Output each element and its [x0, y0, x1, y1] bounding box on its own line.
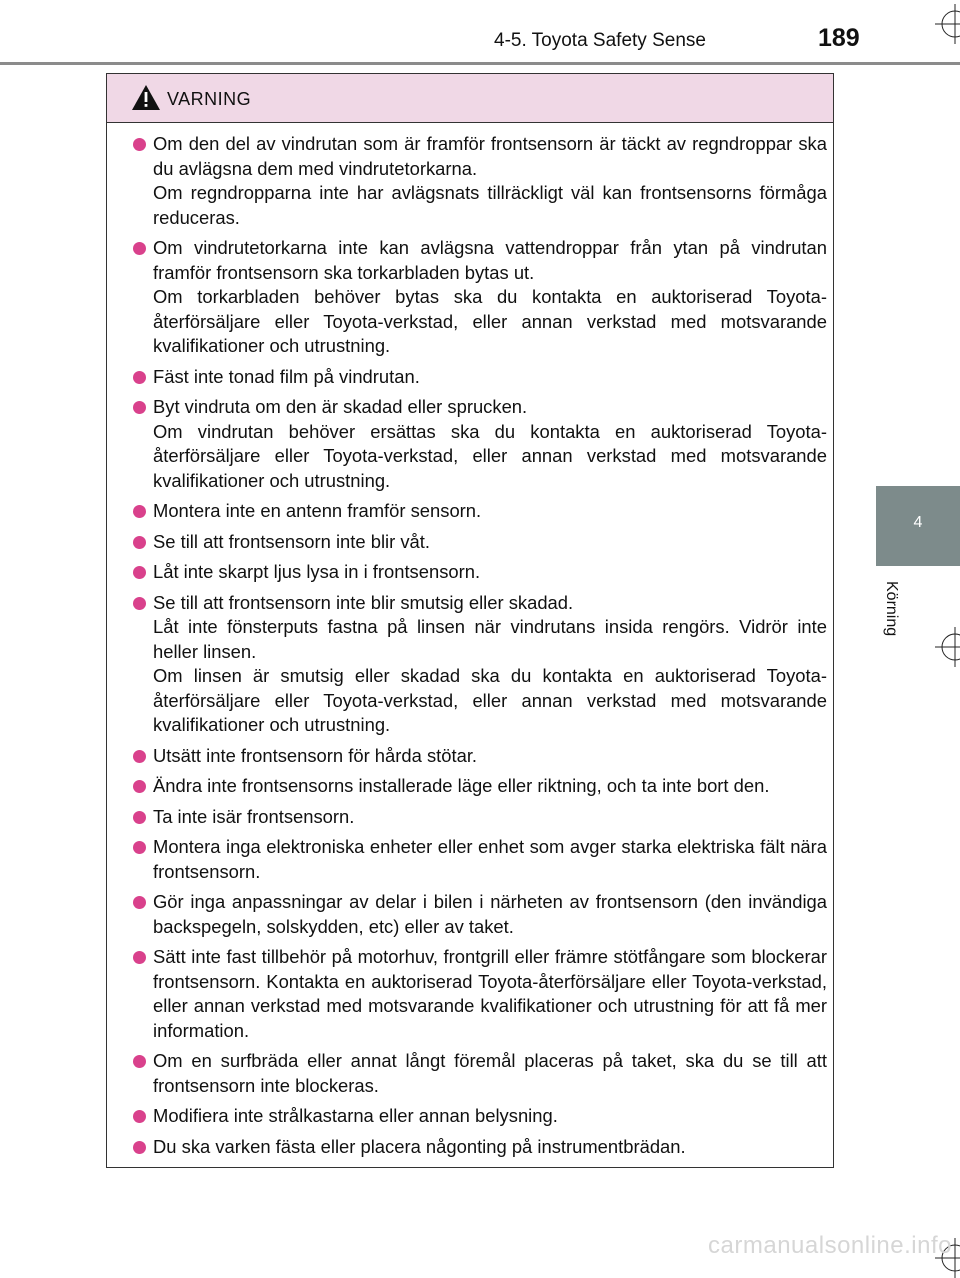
header-rule: [0, 62, 960, 65]
warning-title: VARNING: [167, 89, 252, 109]
bullet-icon: [133, 597, 146, 610]
watermark: carmanualsonline.info: [708, 1232, 952, 1259]
warning-item: [127, 774, 827, 799]
bullet-icon: [133, 566, 146, 579]
warning-list: [127, 132, 827, 1165]
warning-item: [127, 945, 827, 1043]
warning-item: [127, 236, 827, 359]
bullet-icon: [133, 401, 146, 414]
page-number: 189: [818, 24, 860, 52]
warning-item-text: Utsätt inte frontsensorn för hårda stötar.: [153, 744, 478, 766]
warning-item: [127, 1104, 827, 1129]
chapter-label: Körning: [883, 581, 900, 637]
warning-item: [127, 530, 827, 555]
bullet-icon: [133, 811, 146, 824]
warning-item: [127, 1135, 827, 1160]
warning-item-text: Montera inga elektroniska enheter eller enhet som avger starka elektriska fält nära frontsensorn.: [153, 836, 827, 882]
warning-item-text: Se till att frontsensorn inte blir våt.: [153, 530, 431, 552]
warning-item-text: Gör inga anpassningar av delar i bilen i närheten av frontsensorn (den invändiga backspegeln, solskydden, etc) eller av taket.: [153, 891, 827, 937]
warning-item-text: Ändra inte frontsensorns installerade läge eller riktning, och ta inte bort den.: [153, 775, 770, 796]
warning-item: [127, 132, 827, 230]
bullet-icon: [133, 841, 146, 854]
registration-mark-top-right: [935, 4, 960, 44]
warning-item: [127, 835, 827, 884]
bullet-icon: [133, 951, 146, 964]
warning-item: [127, 1049, 827, 1098]
bullet-icon: [133, 536, 146, 549]
chapter-number: 4: [913, 514, 923, 531]
warning-triangle-icon: [131, 84, 161, 116]
bullet-icon: [133, 750, 146, 763]
warning-box: [106, 73, 834, 1168]
warning-item-text: Låt inte fönsterputs fastna på linsen när vindrutans insida rengörs. Vidrör inte heller linsen.: [153, 616, 827, 662]
bullet-icon: [133, 505, 146, 518]
warning-item-text: Byt vindruta om den är skadad eller sprucken.: [153, 396, 528, 417]
warning-item: [127, 805, 827, 830]
bullet-icon: [133, 371, 146, 384]
warning-item-text: Om vindrutetorkarna inte kan avlägsna vattendroppar från ytan på vindrutan framför frontsensorn ska torkarbladen bytas ut.: [153, 237, 827, 283]
warning-item-text: Om en surfbräda eller annat långt föremål placeras på taket, ska du se till att frontsensorn inte blockeras.: [153, 1050, 827, 1096]
bullet-icon: [133, 780, 146, 793]
warning-item-text: Om torkarbladen behöver bytas ska du kontakta en auktoriserad Toyota-återförsäljare eller Toyota-verkstad, eller annan verkstad med motsvarande kvalifikationer och utrustning.: [153, 286, 827, 356]
warning-item: [127, 395, 827, 493]
warning-item-text: Du ska varken fästa eller placera någonting på instrumentbrädan.: [153, 1135, 686, 1157]
warning-item-text: Sätt inte fast tillbehör på motorhuv, frontgrill eller främre stötfångare som blockerar frontsensorn. Kontakta en auktoriserad Toyota-återförsäljare eller Toyota-verkstad, eller annan verkstad med motsvarande kvalifikationer och utrustning för att få mer information.: [153, 946, 827, 1041]
bullet-icon: [133, 242, 146, 255]
warning-item-text: Låt inte skarpt ljus lysa in i frontsensorn.: [153, 561, 481, 582]
warning-item-text: Fäst inte tonad film på vindrutan.: [153, 365, 420, 387]
registration-mark-right-middle: [935, 627, 960, 667]
chapter-tab: [876, 486, 960, 566]
warning-item-text: Om regndropparna inte har avlägsnats tillräckligt väl kan frontsensorns förmåga reduceras.: [153, 182, 827, 228]
warning-header: [107, 74, 833, 123]
section-title: 4-5. Toyota Safety Sense: [494, 30, 706, 51]
bullet-icon: [133, 1055, 146, 1068]
warning-item-text: Om linsen är smutsig eller skadad ska du kontakta en auktoriserad Toyota-återförsäljare eller Toyota-verkstad, eller annan verkstad med motsvarande kvalifikationer och utrustning.: [153, 665, 827, 735]
bullet-icon: [133, 1141, 146, 1154]
warning-item: [127, 365, 827, 390]
warning-item-text: Montera inte en antenn framför sensorn.: [153, 500, 482, 521]
bullet-icon: [133, 896, 146, 909]
bullet-icon: [133, 1110, 146, 1123]
warning-item: [127, 744, 827, 769]
warning-item-text: Om vindrutan behöver ersättas ska du kontakta en auktoriserad Toyota-återförsäljare eller Toyota-verkstad, eller annan verkstad med motsvarande kvalifikationer och utrustning.: [153, 420, 827, 491]
warning-item: [127, 591, 827, 738]
warning-item: [127, 890, 827, 939]
warning-item-text: Ta inte isär frontsensorn.: [153, 805, 355, 827]
warning-item: [127, 560, 827, 585]
warning-item: [127, 499, 827, 524]
bullet-icon: [133, 138, 146, 151]
warning-item-text: Om den del av vindrutan som är framför frontsensorn är täckt av regndroppar ska du avlägsna dem med vindrutetorkarna.: [153, 133, 827, 179]
warning-item-text: Modifiera inte strålkastarna eller annan belysning.: [153, 1105, 558, 1126]
warning-item-text: Se till att frontsensorn inte blir smutsig eller skadad.: [153, 591, 574, 613]
